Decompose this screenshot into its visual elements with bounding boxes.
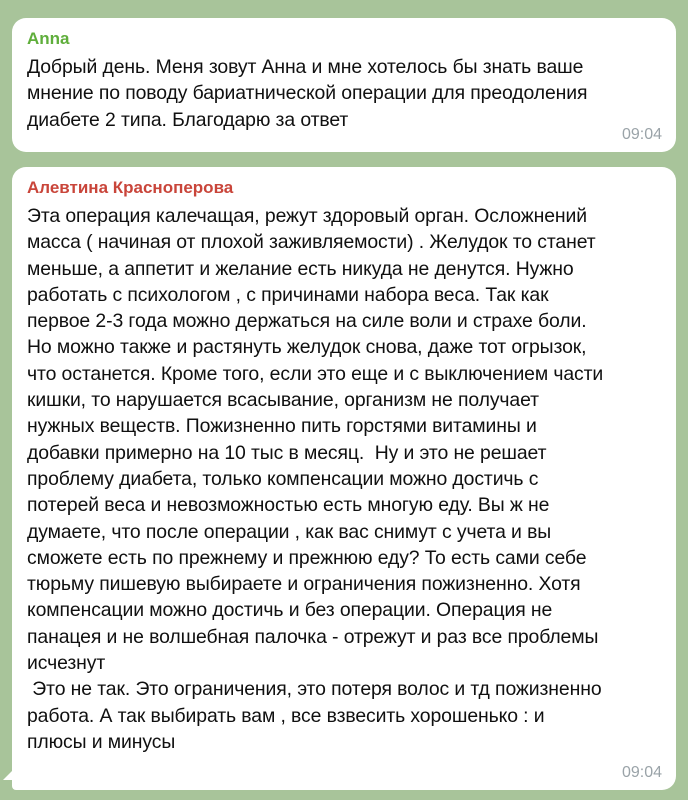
message-text: Добрый день. Меня зовут Анна и мне хотелось бы знать ваше мнение по поводу бариатнической операции для преодоления диабете 2 типа. Благодарю за ответ <box>27 56 593 131</box>
bubble-tail <box>3 768 15 780</box>
message-bubble-alevtina[interactable] <box>12 167 676 790</box>
message-sender[interactable]: Алевтина Красноперова <box>27 178 234 197</box>
message-text: Эта операция калечащая, режут здоровый орган. Осложнений масса ( начиная от плохой заживляемости) . Желудок то станет меньше, а аппетит и желание есть никуда не денутся. Нужно работать с психологом , с причинами набора веса. Так как первое 2-3 года можно держаться на силе воли и страхе боли. Но можно также и растянуть желудок снова, даже тот огрызок, что останется. Кроме того, если это еще и с выключением части кишки, то нарушается всасывание, организм не получает нужных веществ. Пожизненно пить горстями витамины и добавки примерно на 10 тыс в месяц. Ну и это не решает проблему диабета, только компенсации можно достичь с потерей веса и невозможностью есть многую еду. Вы ж не думаете, что после операции , как вас снимут с учета и вы сможете есть по прежнему и прежнюю еду? То есть сами себе тюрьму пишевую выбираете и ограничения пожизненно. Хотя компенсации можно достичь и без операции. Операция не панацея и не волшебная палочка - отрежут и раз все проблемы исчезнут Это не так. Это ограничения, это потеря волос и тд пожизненно работа. А так выбирать вам , все взвесить хорошенько : и плюсы и минусы <box>27 205 604 753</box>
message-bubble-anna[interactable] <box>12 18 676 152</box>
message-time: 09:04 <box>621 126 662 143</box>
message-time: 09:04 <box>621 764 662 781</box>
message-sender[interactable]: Anna <box>27 29 70 48</box>
